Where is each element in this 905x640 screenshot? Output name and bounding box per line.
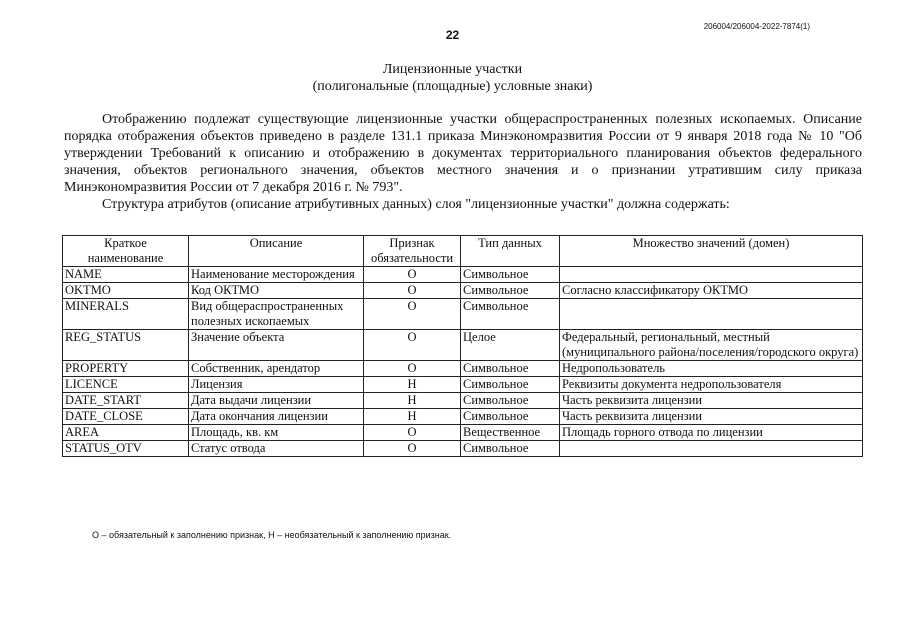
cell-domain: Площадь горного отвода по лицензии — [560, 425, 863, 441]
cell-mandatory: О — [364, 361, 461, 377]
cell-mandatory: О — [364, 330, 461, 361]
table-row — [63, 267, 863, 283]
table-row — [63, 299, 863, 330]
cell-domain: Согласно классификатору ОКТМО — [560, 283, 863, 299]
table-row — [63, 425, 863, 441]
cell-description: Площадь, кв. км — [189, 425, 364, 441]
table-row — [63, 441, 863, 457]
cell-mandatory: О — [364, 283, 461, 299]
header-mandatory: Признак обязательности — [364, 236, 461, 267]
cell-short-name: DATE_CLOSE — [63, 409, 189, 425]
cell-description: Дата выдачи лицензии — [189, 393, 364, 409]
cell-description: Лицензия — [189, 377, 364, 393]
cell-description: Код ОКТМО — [189, 283, 364, 299]
body-text — [64, 111, 862, 213]
table-row — [63, 361, 863, 377]
cell-short-name: OKTMO — [63, 283, 189, 299]
cell-data-type: Символьное — [461, 267, 560, 283]
cell-mandatory: Н — [364, 393, 461, 409]
attributes-table-wrap — [62, 235, 862, 457]
page-number: 22 — [445, 28, 460, 42]
cell-domain: Федеральный, региональный, местный (муниципального района/поселения/городского округа) — [560, 330, 863, 361]
paragraph-structure: Структура атрибутов (описание атрибутивных данных) слоя "лицензионные участки" должна содержать: — [102, 197, 730, 212]
footnote: О – обязательный к заполнению признак, Н – необязательный к заполнению признак. — [92, 530, 452, 540]
cell-data-type: Целое — [461, 330, 560, 361]
cell-domain: Часть реквизита лицензии — [560, 409, 863, 425]
section-title-line-2: (полигональные (площадные) условные знаки) — [312, 79, 593, 94]
cell-domain — [560, 441, 863, 457]
cell-description: Дата окончания лицензии — [189, 409, 364, 425]
section-title — [0, 61, 905, 95]
cell-short-name: DATE_START — [63, 393, 189, 409]
cell-short-name: REG_STATUS — [63, 330, 189, 361]
cell-short-name: LICENCE — [63, 377, 189, 393]
cell-data-type: Символьное — [461, 393, 560, 409]
cell-data-type: Символьное — [461, 361, 560, 377]
cell-short-name: MINERALS — [63, 299, 189, 330]
cell-data-type: Символьное — [461, 299, 560, 330]
cell-description: Вид общераспространенных полезных ископаемых — [189, 299, 364, 330]
cell-data-type: Символьное — [461, 377, 560, 393]
cell-mandatory: О — [364, 425, 461, 441]
header-data-type: Тип данных — [461, 236, 560, 267]
cell-data-type: Символьное — [461, 409, 560, 425]
cell-short-name: STATUS_OTV — [63, 441, 189, 457]
section-title-line-1: Лицензионные участки — [382, 62, 523, 77]
table-header-row — [63, 236, 863, 267]
cell-mandatory: О — [364, 441, 461, 457]
table-row — [63, 409, 863, 425]
cell-description: Наименование месторождения — [189, 267, 364, 283]
cell-data-type: Символьное — [461, 283, 560, 299]
header-short-name: Краткое наименование — [63, 236, 189, 267]
cell-domain — [560, 299, 863, 330]
cell-mandatory: Н — [364, 409, 461, 425]
paragraph-description: Отображению подлежат существующие лицензионные участки общераспространенных полезных ископаемых. Описание порядка отображения объектов приведено в разделе 131.1 приказа Минэкономразвития России от 9 января 2018 года № 10 "Об утверждении Требований к описанию и отображению в документах территориального планирования объектов федерального значения, объектов регионального значения, объектов местного значения и о признании утратившим силу приказа Минэкономразвития России от 7 декабря 2016 г. № 793". — [64, 112, 862, 195]
cell-description: Статус отвода — [189, 441, 364, 457]
cell-description: Собственник, арендатор — [189, 361, 364, 377]
header-description: Описание — [189, 236, 364, 267]
table-row — [63, 283, 863, 299]
header-domain: Множество значений (домен) — [560, 236, 863, 267]
cell-short-name: NAME — [63, 267, 189, 283]
cell-domain: Недропользователь — [560, 361, 863, 377]
table-row — [63, 377, 863, 393]
table-row — [63, 393, 863, 409]
cell-domain — [560, 267, 863, 283]
cell-short-name: PROPERTY — [63, 361, 189, 377]
cell-description: Значение объекта — [189, 330, 364, 361]
cell-mandatory: Н — [364, 377, 461, 393]
document-id: 206004/206004-2022-7874(1) — [703, 22, 810, 31]
table-row — [63, 330, 863, 361]
cell-short-name: AREA — [63, 425, 189, 441]
cell-domain: Реквизиты документа недропользователя — [560, 377, 863, 393]
cell-data-type: Символьное — [461, 441, 560, 457]
attributes-table — [62, 235, 863, 457]
cell-data-type: Вещественное — [461, 425, 560, 441]
cell-mandatory: О — [364, 299, 461, 330]
cell-mandatory: О — [364, 267, 461, 283]
cell-domain: Часть реквизита лицензии — [560, 393, 863, 409]
